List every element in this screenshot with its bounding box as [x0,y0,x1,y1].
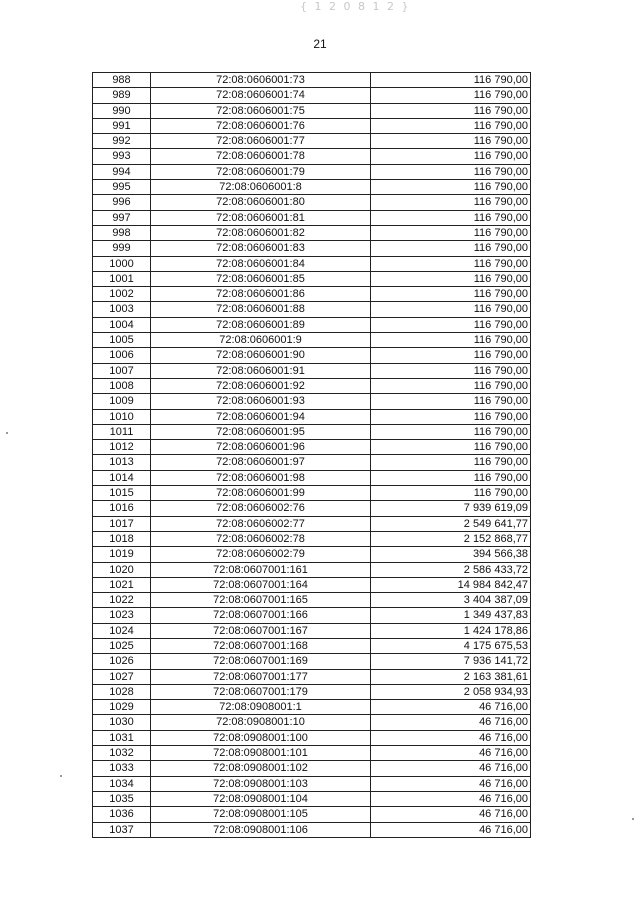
table-row [93,256,531,271]
cadastral-number-cell: 72:08:0606001:83 [151,241,371,256]
table-row [93,103,531,118]
cadastral-number-cell: 72:08:0908001:105 [151,807,371,822]
row-number-cell: 989 [93,88,151,103]
row-number-cell: 1017 [93,516,151,531]
cadastral-number-cell: 72:08:0908001:104 [151,791,371,806]
cadastral-number-cell: 72:08:0606002:77 [151,516,371,531]
row-number-cell: 1025 [93,638,151,653]
table-row [93,623,531,638]
row-number-cell: 1000 [93,256,151,271]
value-cell: 2 152 868,77 [371,531,531,546]
page-number: 21 [313,37,327,51]
row-number-cell: 998 [93,225,151,240]
table-row [93,700,531,715]
row-number-cell: 1009 [93,394,151,409]
cadastral-number-cell: 72:08:0606001:78 [151,149,371,164]
row-number-cell: 1018 [93,531,151,546]
cadastral-number-cell: 72:08:0606001:77 [151,134,371,149]
value-cell: 46 716,00 [371,730,531,745]
value-cell: 116 790,00 [371,271,531,286]
table-row [93,409,531,424]
table-row [93,638,531,653]
table-row [93,333,531,348]
value-cell: 116 790,00 [371,348,531,363]
row-number-cell: 992 [93,134,151,149]
row-number-cell: 997 [93,210,151,225]
value-cell: 46 716,00 [371,776,531,791]
table-row [93,593,531,608]
value-cell: 2 586 433,72 [371,562,531,577]
row-number-cell: 1008 [93,378,151,393]
value-cell: 116 790,00 [371,88,531,103]
cadastral-number-cell: 72:08:0606001:99 [151,486,371,501]
table-row [93,180,531,195]
row-number-cell: 1032 [93,746,151,761]
table-row [93,791,531,806]
value-cell: 116 790,00 [371,241,531,256]
value-cell: 46 716,00 [371,715,531,730]
cadastral-number-cell: 72:08:0606001:93 [151,394,371,409]
table-row [93,746,531,761]
cadastral-number-cell: 72:08:0606001:98 [151,470,371,485]
table-row [93,577,531,592]
row-number-cell: 988 [93,73,151,88]
row-number-cell: 1023 [93,608,151,623]
value-cell: 1 349 437,83 [371,608,531,623]
row-number-cell: 990 [93,103,151,118]
table-row [93,608,531,623]
row-number-cell: 999 [93,241,151,256]
row-number-cell: 1014 [93,470,151,485]
cadastral-number-cell: 72:08:0606001:89 [151,317,371,332]
cadastral-number-cell: 72:08:0606001:92 [151,378,371,393]
value-cell: 116 790,00 [371,164,531,179]
registry-table-body [93,73,531,838]
value-cell: 116 790,00 [371,118,531,133]
value-cell: 116 790,00 [371,317,531,332]
cadastral-number-cell: 72:08:0606001:76 [151,118,371,133]
value-cell: 46 716,00 [371,807,531,822]
cadastral-number-cell: 72:08:0606001:95 [151,424,371,439]
table-row [93,501,531,516]
table-row [93,730,531,745]
cadastral-number-cell: 72:08:0908001:102 [151,761,371,776]
value-cell: 116 790,00 [371,470,531,485]
cadastral-number-cell: 72:08:0606001:97 [151,455,371,470]
cadastral-number-cell: 72:08:0606001:88 [151,302,371,317]
table-row [93,134,531,149]
value-cell: 116 790,00 [371,287,531,302]
row-number-cell: 1001 [93,271,151,286]
value-cell: 116 790,00 [371,333,531,348]
table-row [93,210,531,225]
table-row [93,149,531,164]
cadastral-number-cell: 72:08:0607001:164 [151,577,371,592]
value-cell: 46 716,00 [371,746,531,761]
value-cell: 7 936 141,72 [371,654,531,669]
cadastral-number-cell: 72:08:0606001:74 [151,88,371,103]
row-number-cell: 1021 [93,577,151,592]
table-row [93,822,531,837]
cadastral-number-cell: 72:08:0606001:94 [151,409,371,424]
row-number-cell: 1029 [93,700,151,715]
scan-mark: { 1 2 0 8 1 2 } [300,0,411,13]
table-row [93,118,531,133]
row-number-cell: 1010 [93,409,151,424]
table-row [93,776,531,791]
row-number-cell: 1013 [93,455,151,470]
row-number-cell: 1006 [93,348,151,363]
table-row [93,455,531,470]
cadastral-number-cell: 72:08:0908001:10 [151,715,371,730]
row-number-cell: 1026 [93,654,151,669]
table-row [93,516,531,531]
table-row [93,486,531,501]
row-number-cell: 994 [93,164,151,179]
cadastral-number-cell: 72:08:0606002:76 [151,501,371,516]
table-row [93,287,531,302]
table-row [93,195,531,210]
row-number-cell: 991 [93,118,151,133]
row-number-cell: 1024 [93,623,151,638]
value-cell: 116 790,00 [371,103,531,118]
cadastral-number-cell: 72:08:0607001:168 [151,638,371,653]
row-number-cell: 1004 [93,317,151,332]
row-number-cell: 993 [93,149,151,164]
row-number-cell: 1022 [93,593,151,608]
value-cell: 2 058 934,93 [371,684,531,699]
table-row [93,715,531,730]
table-row [93,654,531,669]
table-row [93,807,531,822]
table-row [93,241,531,256]
row-number-cell: 1031 [93,730,151,745]
value-cell: 116 790,00 [371,210,531,225]
row-number-cell: 1034 [93,776,151,791]
margin-speck [6,432,8,434]
cadastral-number-cell: 72:08:0606001:80 [151,195,371,210]
value-cell: 14 984 842,47 [371,577,531,592]
row-number-cell: 1037 [93,822,151,837]
value-cell: 116 790,00 [371,440,531,455]
value-cell: 116 790,00 [371,134,531,149]
table-row [93,562,531,577]
table-row [93,88,531,103]
cadastral-number-cell: 72:08:0607001:169 [151,654,371,669]
value-cell: 116 790,00 [371,378,531,393]
cadastral-number-cell: 72:08:0606001:96 [151,440,371,455]
cadastral-number-cell: 72:08:0606001:82 [151,225,371,240]
row-number-cell: 996 [93,195,151,210]
table-row [93,547,531,562]
row-number-cell: 1011 [93,424,151,439]
row-number-cell: 1036 [93,807,151,822]
cadastral-number-cell: 72:08:0606001:84 [151,256,371,271]
table-row [93,761,531,776]
cadastral-number-cell: 72:08:0606001:73 [151,73,371,88]
value-cell: 2 549 641,77 [371,516,531,531]
value-cell: 116 790,00 [371,195,531,210]
margin-speck [60,775,62,777]
value-cell: 46 716,00 [371,822,531,837]
cadastral-number-cell: 72:08:0607001:166 [151,608,371,623]
row-number-cell: 1015 [93,486,151,501]
cadastral-number-cell: 72:08:0606001:75 [151,103,371,118]
table-row [93,440,531,455]
value-cell: 3 404 387,09 [371,593,531,608]
value-cell: 116 790,00 [371,363,531,378]
cadastral-number-cell: 72:08:0908001:101 [151,746,371,761]
cadastral-number-cell: 72:08:0606001:86 [151,287,371,302]
cadastral-number-cell: 72:08:0606002:79 [151,547,371,562]
table-row [93,424,531,439]
cadastral-number-cell: 72:08:0908001:1 [151,700,371,715]
row-number-cell: 1033 [93,761,151,776]
row-number-cell: 1016 [93,501,151,516]
cadastral-number-cell: 72:08:0606002:78 [151,531,371,546]
table-row [93,317,531,332]
margin-speck [632,818,634,820]
row-number-cell: 1035 [93,791,151,806]
table-row [93,531,531,546]
value-cell: 116 790,00 [371,225,531,240]
table-row [93,302,531,317]
table-row [93,271,531,286]
cadastral-number-cell: 72:08:0606001:81 [151,210,371,225]
value-cell: 116 790,00 [371,424,531,439]
cadastral-number-cell: 72:08:0607001:177 [151,669,371,684]
table-row [93,225,531,240]
cadastral-number-cell: 72:08:0606001:90 [151,348,371,363]
cadastral-number-cell: 72:08:0908001:103 [151,776,371,791]
value-cell: 2 163 381,61 [371,669,531,684]
value-cell: 1 424 178,86 [371,623,531,638]
cadastral-number-cell: 72:08:0606001:79 [151,164,371,179]
cadastral-number-cell: 72:08:0607001:179 [151,684,371,699]
value-cell: 116 790,00 [371,486,531,501]
row-number-cell: 1005 [93,333,151,348]
value-cell: 116 790,00 [371,73,531,88]
table-row [93,669,531,684]
cadastral-number-cell: 72:08:0607001:167 [151,623,371,638]
value-cell: 116 790,00 [371,455,531,470]
value-cell: 46 716,00 [371,791,531,806]
value-cell: 116 790,00 [371,394,531,409]
table-row [93,363,531,378]
row-number-cell: 1027 [93,669,151,684]
value-cell: 116 790,00 [371,180,531,195]
table-row [93,348,531,363]
value-cell: 7 939 619,09 [371,501,531,516]
value-cell: 46 716,00 [371,761,531,776]
cadastral-number-cell: 72:08:0607001:165 [151,593,371,608]
value-cell: 116 790,00 [371,256,531,271]
cadastral-number-cell: 72:08:0606001:8 [151,180,371,195]
cadastral-number-cell: 72:08:0606001:91 [151,363,371,378]
table-row [93,684,531,699]
row-number-cell: 1020 [93,562,151,577]
value-cell: 116 790,00 [371,149,531,164]
row-number-cell: 1003 [93,302,151,317]
table-row [93,394,531,409]
table-row [93,73,531,88]
table-row [93,164,531,179]
row-number-cell: 1007 [93,363,151,378]
cadastral-number-cell: 72:08:0606001:9 [151,333,371,348]
cadastral-number-cell: 72:08:0908001:100 [151,730,371,745]
row-number-cell: 1002 [93,287,151,302]
row-number-cell: 1028 [93,684,151,699]
value-cell: 116 790,00 [371,302,531,317]
row-number-cell: 1019 [93,547,151,562]
table-row [93,470,531,485]
value-cell: 4 175 675,53 [371,638,531,653]
table-row [93,378,531,393]
cadastral-number-cell: 72:08:0908001:106 [151,822,371,837]
row-number-cell: 995 [93,180,151,195]
row-number-cell: 1012 [93,440,151,455]
registry-table [92,72,531,838]
value-cell: 394 566,38 [371,547,531,562]
cadastral-number-cell: 72:08:0606001:85 [151,271,371,286]
row-number-cell: 1030 [93,715,151,730]
cadastral-number-cell: 72:08:0607001:161 [151,562,371,577]
value-cell: 46 716,00 [371,700,531,715]
value-cell: 116 790,00 [371,409,531,424]
